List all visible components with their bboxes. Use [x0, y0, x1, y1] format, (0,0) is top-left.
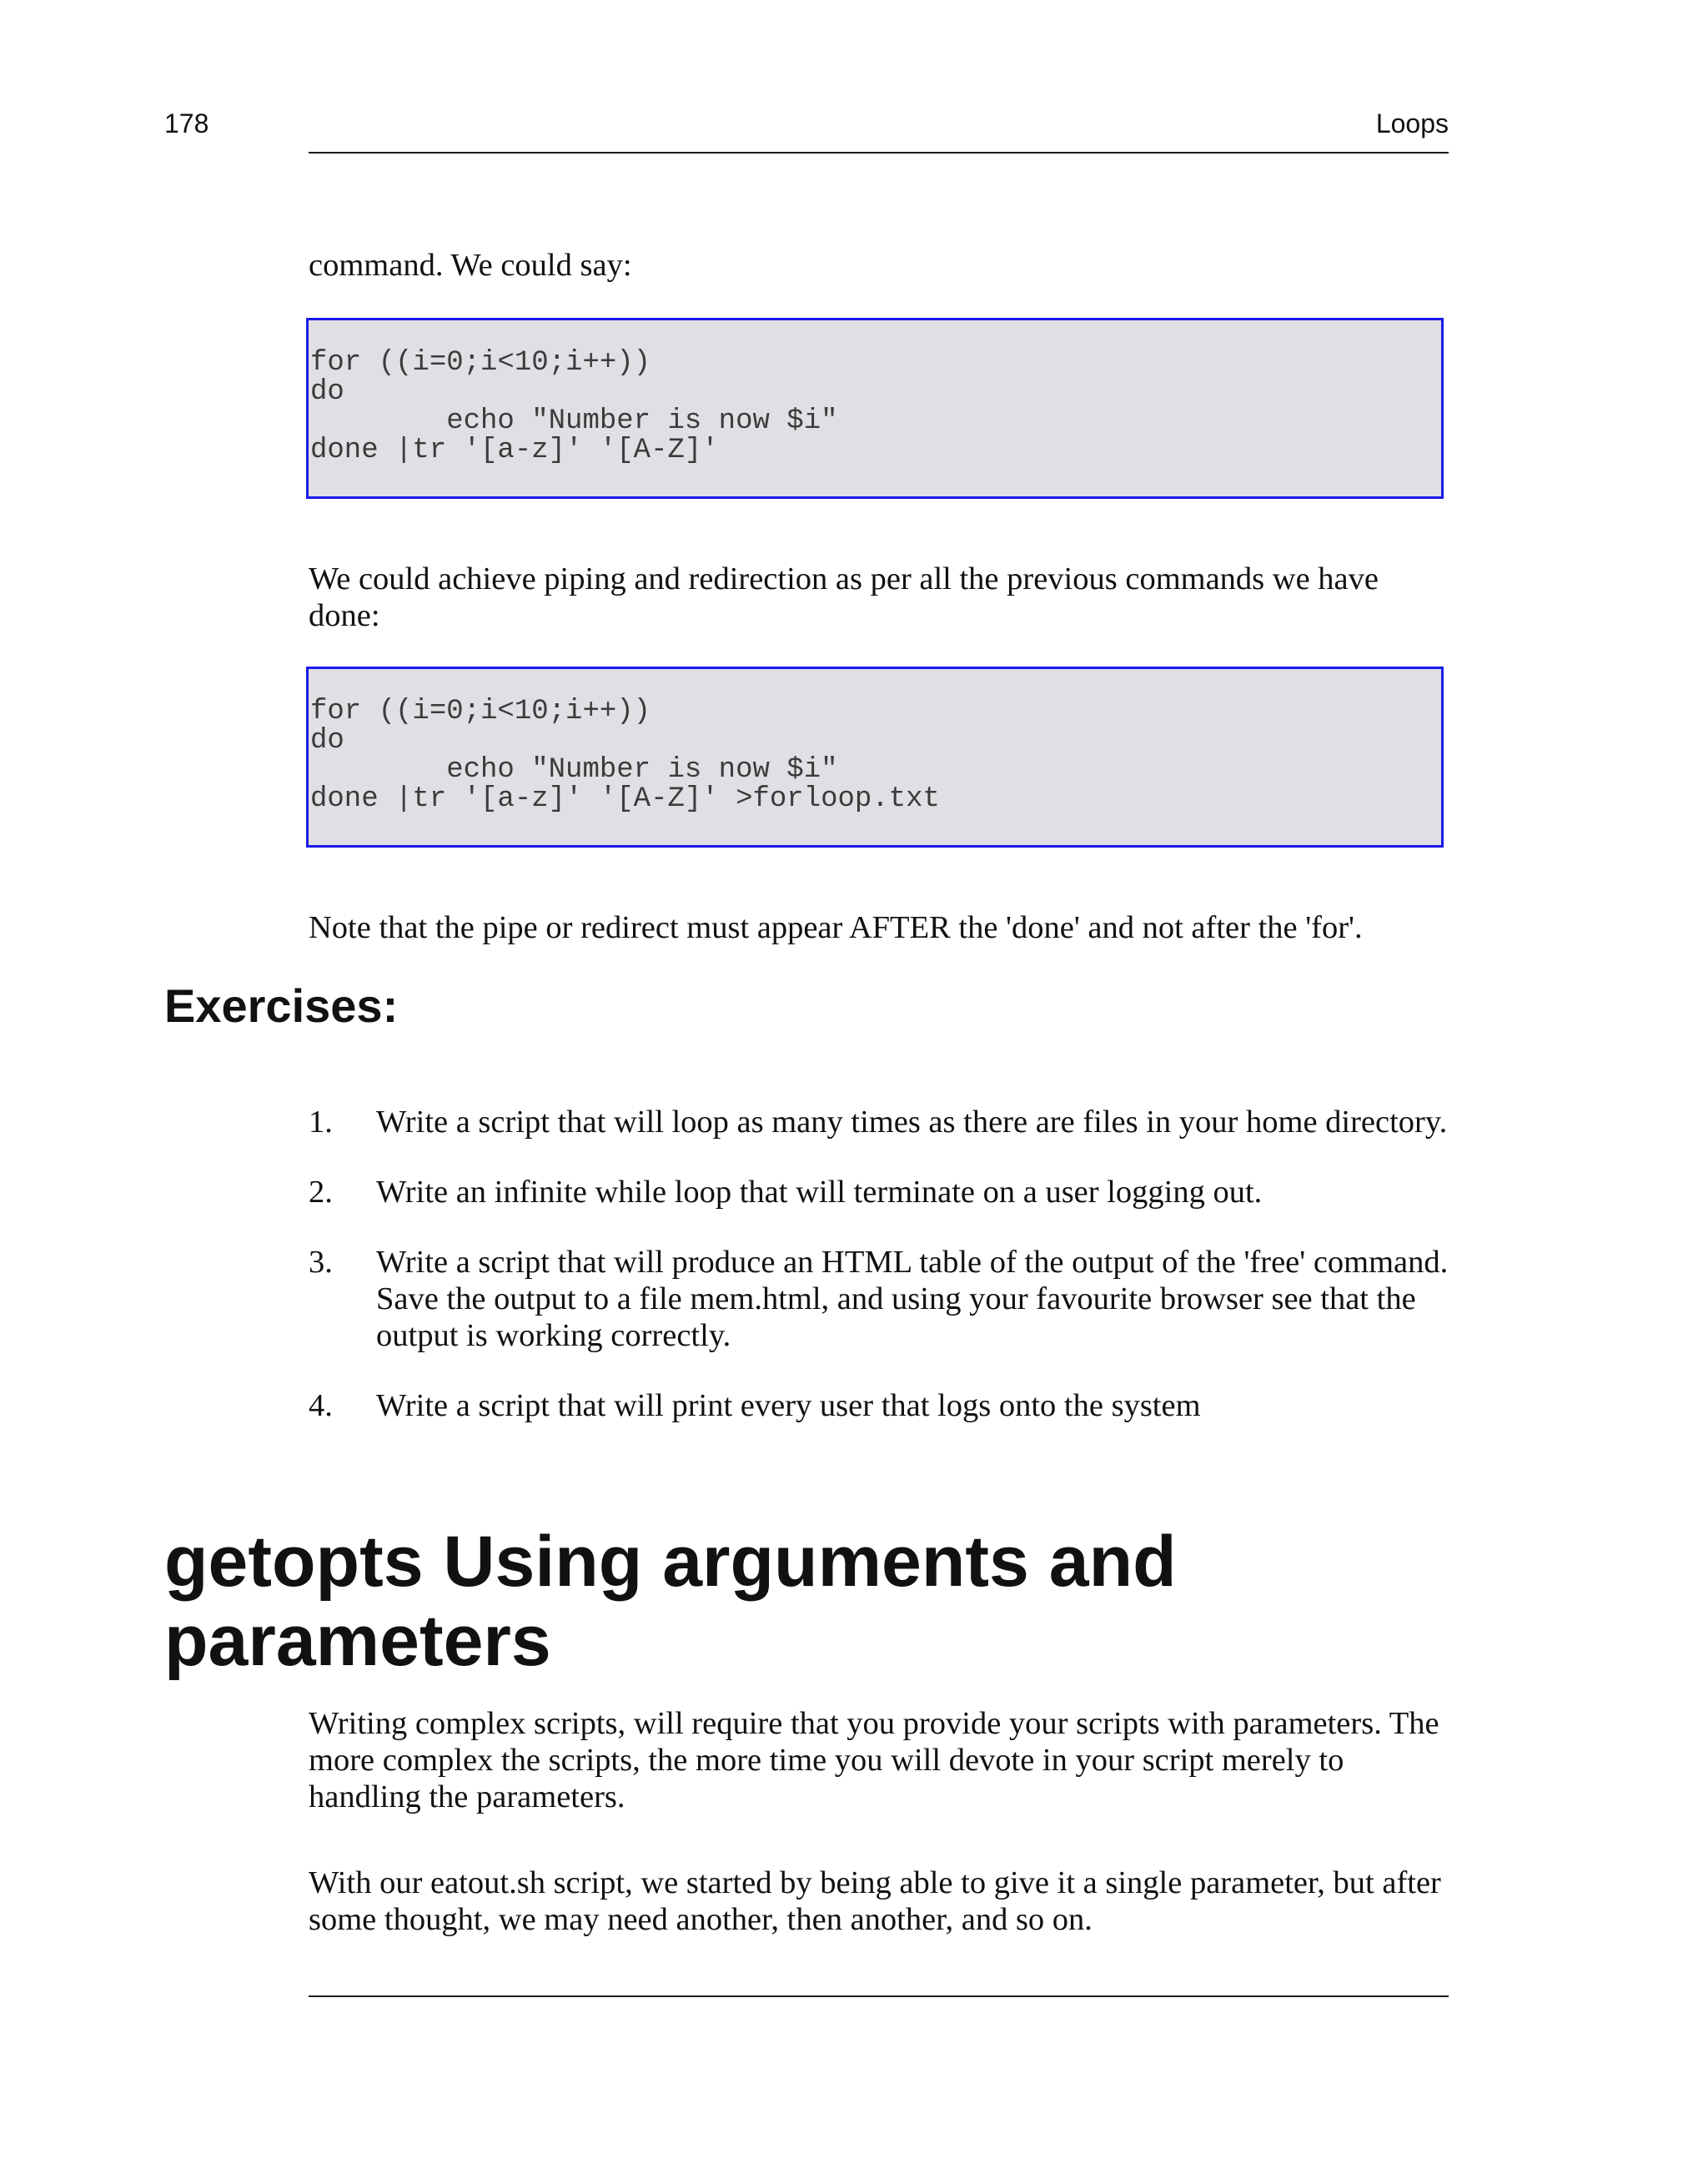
exercise-number: 3.: [309, 1245, 333, 1280]
exercise-item: [309, 1174, 1449, 1210]
code-line: echo "Number is now $i": [310, 405, 838, 437]
code-line: done |tr '[a-z]' '[A-Z]': [310, 435, 719, 466]
intro-paragraph: command. We could say:: [309, 248, 632, 283]
code-block-1: [306, 318, 1444, 499]
footer-rule: [309, 1995, 1449, 1997]
exercise-number: 2.: [309, 1175, 333, 1210]
exercise-text: Write a script that will print every user that logs onto the system: [376, 1388, 1201, 1423]
exercise-item: [309, 1387, 1449, 1424]
code-line: for ((i=0;i<10;i++)): [310, 347, 651, 379]
header-rule: [309, 152, 1449, 153]
exercise-text: Write a script that will loop as many times as there are files in your home directory.: [376, 1105, 1448, 1140]
code-line: echo "Number is now $i": [310, 754, 838, 786]
note-paragraph: Note that the pipe or redirect must appear AFTER the 'done' and not after the 'for'.: [309, 910, 1363, 945]
code-line: do: [310, 725, 344, 757]
getopts-heading: getopts Using arguments and parameters: [164, 1522, 1177, 1681]
exercise-item: [309, 1244, 1449, 1354]
code-line: for ((i=0;i<10;i++)): [310, 696, 651, 727]
exercise-list: [309, 1104, 1449, 1457]
exercise-number: 1.: [309, 1105, 333, 1140]
page-number: 178: [164, 108, 209, 138]
exercise-number: 4.: [309, 1388, 333, 1423]
code-line: do: [310, 376, 344, 408]
getopts-paragraph-1: Writing complex scripts, will require that you provide your scripts with parameters. The more complex the scripts, the more time you will devote in your script merely to handling the parameters.: [309, 1706, 1439, 1814]
code-line: done |tr '[a-z]' '[A-Z]' >forloop.txt: [310, 783, 940, 815]
getopts-paragraph-2: With our eatout.sh script, we started by being able to give it a single parameter, but after some thought, we may need another, then another, and so on.: [309, 1865, 1441, 1937]
running-header: Loops: [1375, 108, 1449, 138]
exercise-text: Write a script that will produce an HTML table of the output of the 'free' command. Save the output to a file mem.html, and using your favourite browser see that the output is working correctly.: [376, 1245, 1449, 1353]
exercises-heading: Exercises:: [164, 979, 399, 1032]
exercise-text: Write an infinite while loop that will terminate on a user logging out.: [376, 1175, 1263, 1210]
piping-paragraph: We could achieve piping and redirection as per all the previous commands we have done:: [309, 561, 1379, 633]
code-block-2: [306, 667, 1444, 848]
exercise-item: [309, 1104, 1449, 1140]
